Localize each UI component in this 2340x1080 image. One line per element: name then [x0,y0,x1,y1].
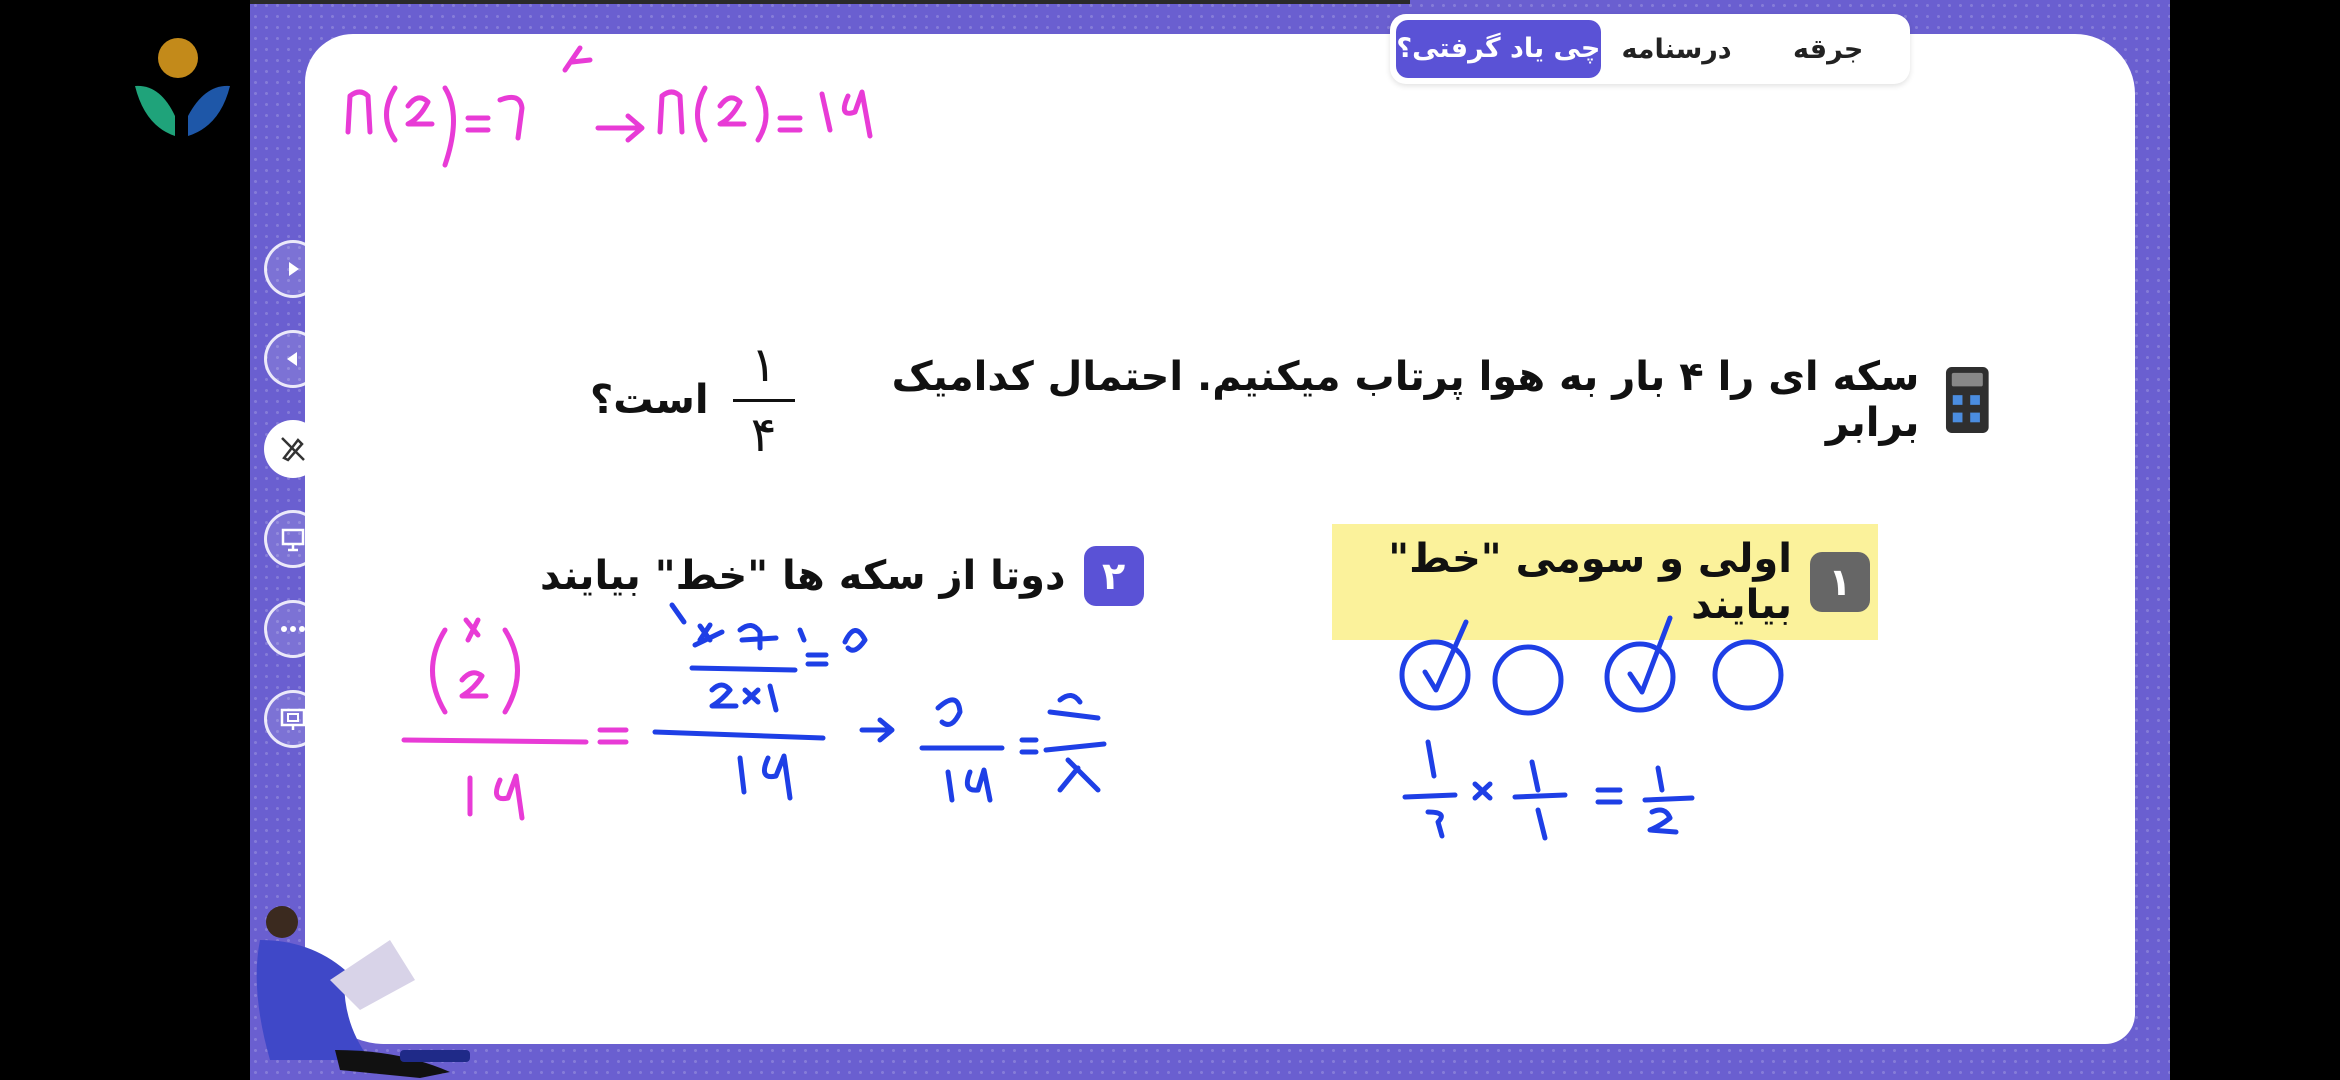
tab-what-did-you-learn[interactable]: چی یاد گرفتی؟ [1396,20,1601,78]
option-1-text: اولی و سومی "خط" بیایند [1388,536,1792,628]
question-text: سکه ای را ۴ بار به هوا پرتاب میکنیم. احتمال کدامیک برابر [891,354,1920,446]
option-1-badge: ۱ [1810,552,1870,612]
question-row [590,330,1990,470]
fraction-bar [733,399,795,402]
question-fraction [733,337,795,463]
more-icon[interactable] [264,600,322,658]
tab-bar [1390,14,1910,84]
pen-icon[interactable] [264,420,322,478]
option-2-badge: ۲ [1084,546,1144,606]
fraction-numerator: ۱ [750,337,777,394]
fraction-denominator: ۴ [750,406,777,463]
option-2-text: دوتا از سکه ها "خط" بیایند [540,553,1066,599]
option-2[interactable] [540,536,1150,616]
option-1[interactable] [1332,524,1878,640]
top-progress-line [250,0,1410,4]
calculator-icon [1945,365,1990,435]
app-logo [130,36,240,146]
back-icon[interactable] [264,330,322,388]
whiteboard-icon[interactable] [264,510,322,568]
tab-lesson[interactable]: درسنامه [1621,33,1732,65]
play-icon[interactable] [264,240,322,298]
question-end: است؟ [590,377,709,423]
tab-spark[interactable]: جرقه [1793,33,1864,65]
student-illustration [250,900,490,1080]
screen-share-icon[interactable] [264,690,322,748]
